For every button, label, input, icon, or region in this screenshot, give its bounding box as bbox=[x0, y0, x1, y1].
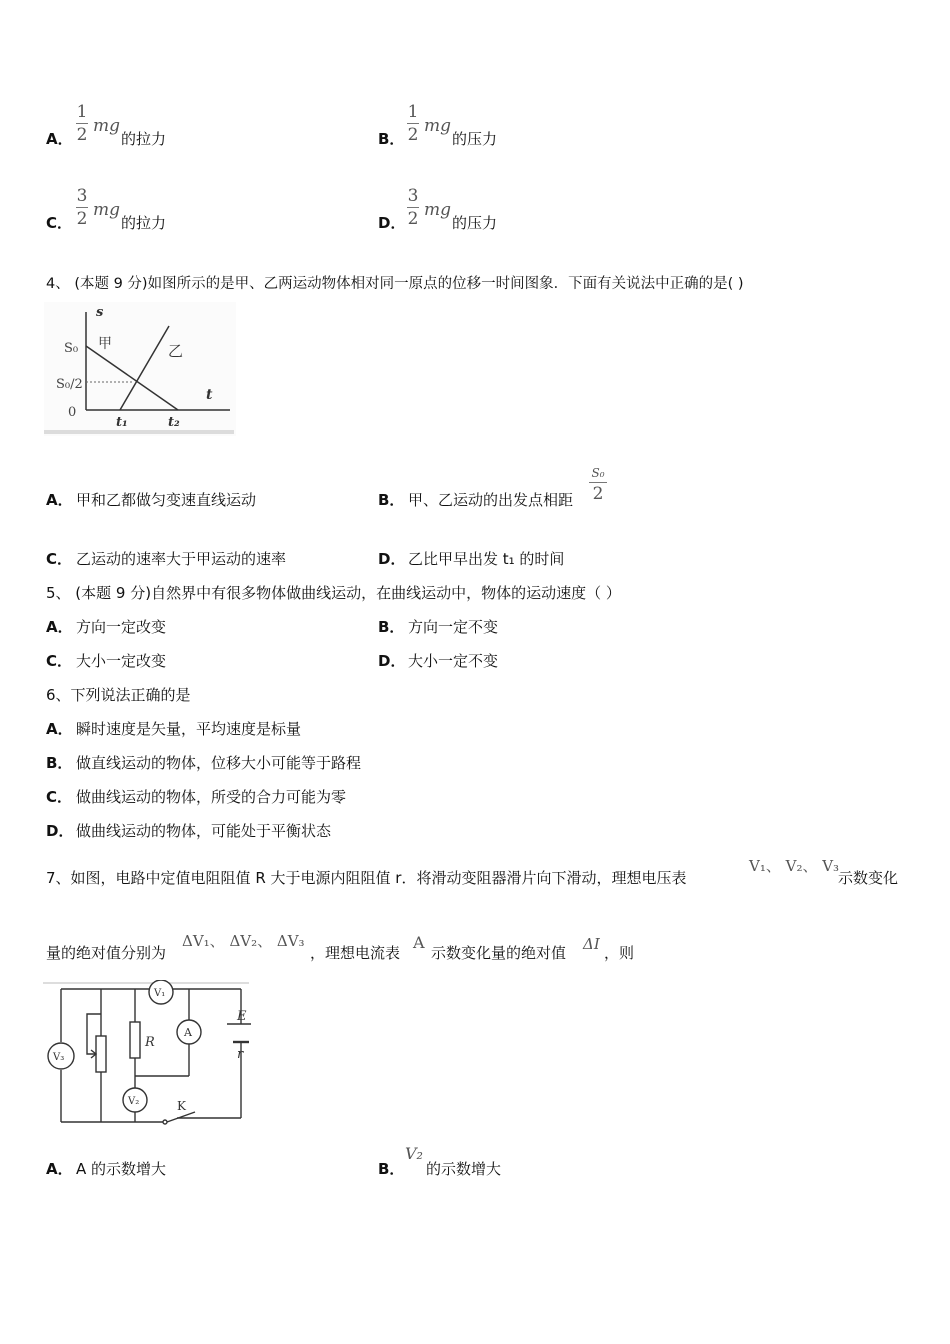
q5-option-c-label: C． bbox=[46, 652, 73, 670]
fraction-numerator: 3 bbox=[76, 186, 88, 206]
q6-stem: 6、下列说法正确的是 bbox=[46, 686, 191, 704]
q3-option-b-symbol: mg bbox=[424, 116, 452, 136]
t2-tick-label: t₂ bbox=[168, 415, 180, 430]
q4-stem: 4、 (本题 9 分)如图所示的是甲、乙两运动物体相对同一原点的位移一时间图象．下面有关说法中正确的是( ) bbox=[46, 276, 744, 292]
q3-option-a-text: 的拉力 bbox=[121, 130, 167, 148]
q5-option-b-label: B． bbox=[378, 618, 405, 636]
q7-delta-i-symbol: ΔI bbox=[583, 935, 600, 953]
q5-option-a-label: A． bbox=[46, 618, 73, 636]
q6-option-a-label: A． bbox=[46, 720, 73, 738]
q7-option-b-text: 的示数增大 bbox=[426, 1160, 502, 1178]
q7-option-a-text: A 的示数增大 bbox=[76, 1160, 167, 1178]
q7-option-b-label: B． bbox=[378, 1160, 405, 1178]
q7-ammeter-symbol: A bbox=[413, 933, 425, 952]
q3-option-d-label: D． bbox=[378, 214, 406, 232]
fraction-denominator: 2 bbox=[407, 209, 419, 229]
q4-option-b-text: 甲、乙运动的出发点相距 bbox=[408, 491, 574, 509]
q5-stem: 5、 (本题 9 分)自然界中有很多物体做曲线运动，在曲线运动中，物体的运动速度（ ） bbox=[46, 584, 621, 602]
q4-option-d-label: D． bbox=[378, 550, 406, 568]
q5-option-a-text: 方向一定改变 bbox=[76, 618, 167, 636]
q4-option-d-text: 乙比甲早出发 t₁ 的时间 bbox=[408, 550, 565, 568]
q3-option-c-fraction bbox=[76, 186, 88, 229]
q7-voltmeter-symbols: V₁、 V₂、 V₃ bbox=[749, 857, 840, 875]
q5-option-b-text: 方向一定不变 bbox=[408, 618, 499, 636]
circuit-r-small-label: r bbox=[237, 1047, 244, 1062]
circuit-e-label: E bbox=[237, 1009, 247, 1024]
q6-option-b-text: 做直线运动的物体，位移大小可能等于路程 bbox=[76, 754, 362, 772]
q4-option-b-label: B． bbox=[378, 491, 405, 509]
q6-option-c-text: 做曲线运动的物体，所受的合力可能为零 bbox=[76, 788, 347, 806]
q4-option-a-text: 甲和乙都做匀变速直线运动 bbox=[76, 491, 257, 509]
q4-option-c-label: C． bbox=[46, 550, 73, 568]
circuit-ammeter-label: A bbox=[184, 1026, 192, 1039]
q3-option-a-symbol: mg bbox=[93, 116, 121, 136]
fraction-numerator: 1 bbox=[407, 102, 419, 122]
fraction-denominator: 2 bbox=[76, 209, 88, 229]
q5-option-c-text: 大小一定改变 bbox=[76, 652, 167, 670]
q3-option-c-label: C． bbox=[46, 214, 73, 232]
q7-stem-line2-mid2: 示数变化量的绝对值 bbox=[431, 944, 567, 962]
q7-stem-line2-end: ，则 bbox=[604, 944, 635, 962]
t-axis-label: t bbox=[206, 387, 213, 403]
q4-displacement-time-graph bbox=[44, 302, 236, 436]
q7-circuit-diagram bbox=[43, 980, 251, 1130]
q3-option-a-fraction bbox=[76, 102, 88, 145]
yi-label: 乙 bbox=[168, 342, 184, 360]
q7-stem-line2-mid: ，理想电流表 bbox=[310, 944, 401, 962]
fraction-denominator: 2 bbox=[76, 125, 88, 145]
q6-option-c-label: C． bbox=[46, 788, 73, 806]
q3-option-c-text: 的拉力 bbox=[121, 214, 167, 232]
fraction-numerator: 3 bbox=[407, 186, 419, 206]
q3-option-d-symbol: mg bbox=[424, 200, 452, 220]
jia-label: 甲 bbox=[98, 336, 112, 352]
q7-delta-v-symbols: ΔV₁、 ΔV₂、 ΔV₃ bbox=[182, 932, 305, 950]
s-axis-label: s bbox=[96, 305, 104, 320]
q3-option-b-label: B． bbox=[378, 130, 405, 148]
q7-stem-line2-start: 量的绝对值分别为 bbox=[46, 944, 167, 962]
fraction-denominator: 2 bbox=[592, 484, 604, 504]
q4-option-c-text: 乙运动的速率大于甲运动的速率 bbox=[76, 550, 287, 568]
q3-option-b-fraction bbox=[407, 102, 419, 145]
circuit-switch-label: K bbox=[177, 1099, 186, 1113]
q3-option-b-text: 的压力 bbox=[452, 130, 498, 148]
origin-label: 0 bbox=[68, 405, 77, 420]
q3-option-d-fraction bbox=[407, 186, 419, 229]
q3-option-d-text: 的压力 bbox=[452, 214, 498, 232]
q7-option-b-symbol: V₂ bbox=[405, 1144, 423, 1163]
q6-option-a-text: 瞬时速度是矢量，平均速度是标量 bbox=[76, 720, 302, 738]
q7-option-a-label: A． bbox=[46, 1160, 73, 1178]
s0-tick-label: S₀ bbox=[64, 341, 79, 356]
q3-option-a-label: A． bbox=[46, 130, 73, 148]
q5-option-d-text: 大小一定不变 bbox=[408, 652, 499, 670]
circuit-r-label: R bbox=[145, 1035, 155, 1050]
q6-option-d-label: D． bbox=[46, 822, 74, 840]
circuit-v2-label: V₂ bbox=[128, 1096, 140, 1107]
t1-tick-label: t₁ bbox=[116, 415, 128, 430]
fraction-denominator: 2 bbox=[407, 125, 419, 145]
q6-option-b-label: B． bbox=[46, 754, 73, 772]
q4-option-a-label: A． bbox=[46, 491, 73, 509]
circuit-v3-label: V₃ bbox=[53, 1052, 65, 1063]
q3-option-c-symbol: mg bbox=[93, 200, 121, 220]
q6-option-d-text: 做曲线运动的物体，可能处于平衡状态 bbox=[76, 822, 332, 840]
q7-stem-line1: 7、如图，电路中定值电阻阻值 R 大于电源内阻阻值 r．将滑动变阻器滑片向下滑动，理想电压表 bbox=[46, 869, 687, 887]
q4-option-b-fraction bbox=[589, 465, 607, 504]
q7-stem-line1-end: 示数变化 bbox=[838, 869, 899, 887]
fraction-numerator: 1 bbox=[76, 102, 88, 122]
fraction-numerator: S₀ bbox=[591, 466, 605, 480]
s0-half-tick-label: S₀/2 bbox=[56, 377, 83, 392]
circuit-v1-label: V₁ bbox=[154, 988, 166, 999]
q5-option-d-label: D． bbox=[378, 652, 406, 670]
